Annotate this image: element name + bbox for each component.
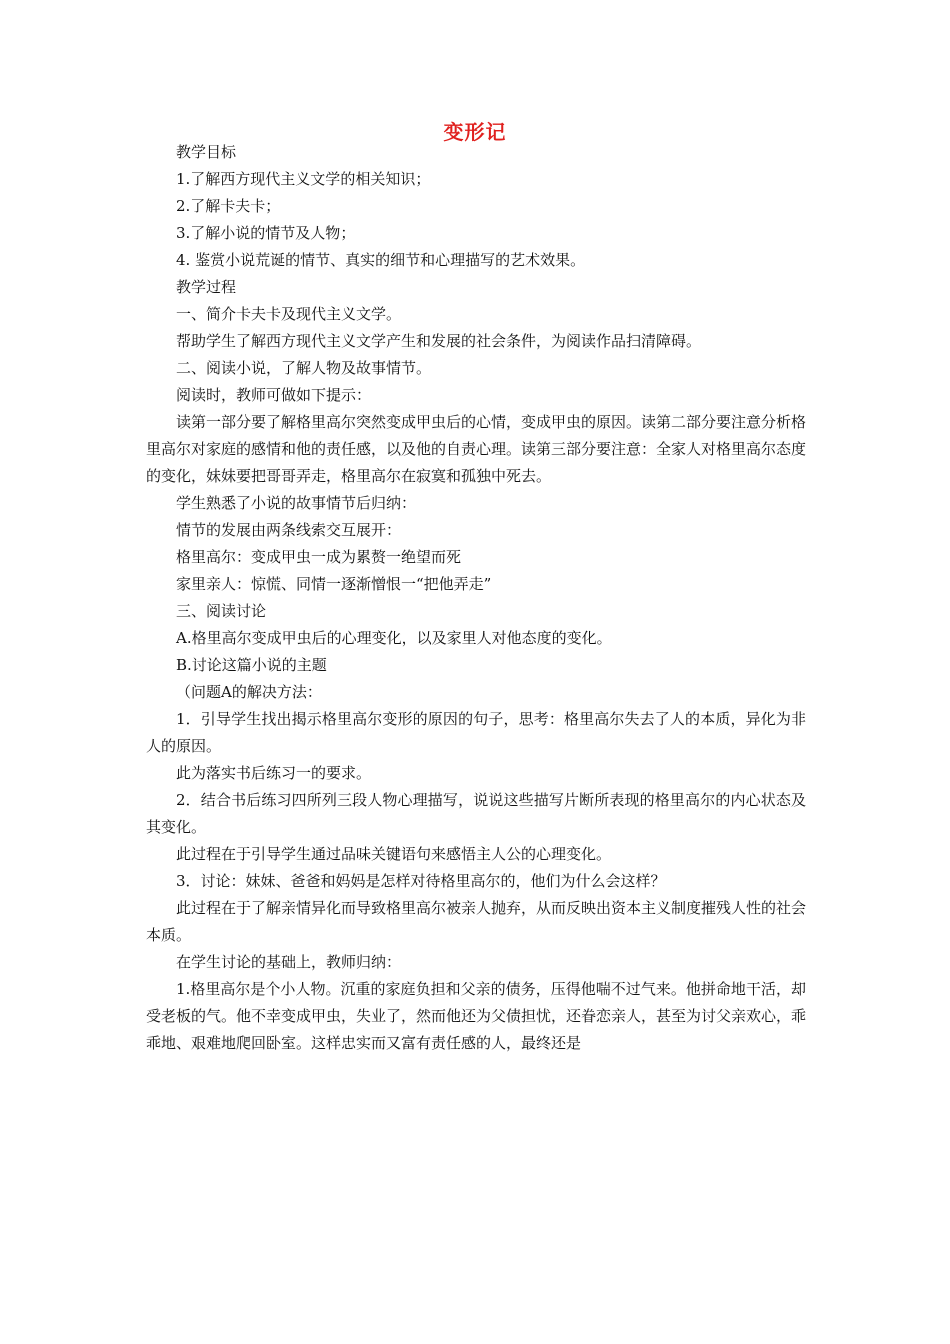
paragraph-reading-guide: 读第一部分要了解格里高尔突然变成甲虫后的心情，变成甲虫的原因。读第二部分要注意分析格里高尔对家庭的感情和他的责任感，以及他的自责心理。读第三部分要注意：全家人对格里高尔态度的变化，妹妹要把哥哥弄走，格里高尔在寂寞和孤独中死去。 — [146, 413, 807, 485]
paragraph-family-line: 家里亲人：惊慌、同情一逐渐憎恨一“把他弄走” — [176, 575, 492, 593]
paragraph-method-heading: （问题A的解决方法： — [176, 683, 322, 701]
paragraph-topic-a: A.格里高尔变成甲虫后的心理变化，以及家里人对他态度的变化。 — [176, 629, 612, 647]
paragraph-method-1: 1．引导学生找出揭示格里高尔变形的原因的句子，思考：格里高尔失去了人的本质，异化为非人的原因。 — [146, 710, 806, 755]
paragraph-method-2-note: 此过程在于引导学生通过品味关键语句来感悟主人公的心理变化。 — [176, 845, 612, 863]
paragraph-plot-lines: 情节的发展由两条线索交互展开： — [176, 521, 402, 539]
paragraph-conclusion-1: 1.格里高尔是个小人物。沉重的家庭负担和父亲的债务，压得他喘不过气来。他拼命地干活，却受老板的气。他不幸变成甲虫，失业了，然而他还为父债担忧，还眷恋亲人，甚至为讨父亲欢心，乖乖地、艰难地爬回卧室。这样忠实而又富有责任感的人，最终还是 — [146, 980, 807, 1052]
paragraph-method-1-note: 此为落实书后练习一的要求。 — [176, 764, 372, 782]
paragraph-step-1: 一、简介卡夫卡及现代主义文学。 — [176, 305, 402, 323]
paragraph-method-2: 2．结合书后练习四所列三段人物心理描写，说说这些描写片断所表现的格里高尔的内心状态及其变化。 — [146, 791, 806, 836]
paragraph-objective-4: 4. 鉴赏小说荒诞的情节、真实的细节和心理描写的艺术效果。 — [176, 251, 586, 269]
paragraph-process-heading: 教学过程 — [176, 278, 237, 296]
document-title: 变形记 — [443, 120, 507, 144]
paragraph-objective-1: 1.了解西方现代主义文学的相关知识； — [176, 170, 431, 188]
paragraph-method-3: 3．讨论：妹妹、爸爸和妈妈是怎样对待格里高尔的，他们为什么会这样？ — [176, 872, 666, 890]
paragraph-teacher-summary: 在学生讨论的基础上，教师归纳： — [176, 953, 402, 971]
paragraph-section-heading: 教学目标 — [176, 143, 237, 161]
paragraph-topic-b: B.讨论这篇小说的主题 — [176, 656, 327, 674]
paragraph-reading-hint: 阅读时，教师可做如下提示： — [176, 386, 372, 404]
paragraph-gregor-line: 格里高尔：变成甲虫一成为累赘一绝望而死 — [176, 548, 462, 566]
paragraph-method-3-note: 此过程在于了解亲情异化而导致格里高尔被亲人抛弃，从而反映出资本主义制度摧残人性的社会本质。 — [146, 899, 807, 944]
paragraph-objective-2: 2.了解卡夫卡； — [176, 197, 281, 215]
paragraph-step-1-detail: 帮助学生了解西方现代主义文学产生和发展的社会条件，为阅读作品扫清障碍。 — [176, 332, 702, 350]
document-body — [146, 139, 806, 1057]
paragraph-summary-intro: 学生熟悉了小说的故事情节后归纳： — [176, 494, 417, 512]
paragraph-objective-3: 3.了解小说的情节及人物； — [176, 224, 356, 242]
paragraph-step-2: 二、阅读小说，了解人物及故事情节。 — [176, 359, 432, 377]
paragraph-step-3: 三、阅读讨论 — [176, 602, 267, 620]
